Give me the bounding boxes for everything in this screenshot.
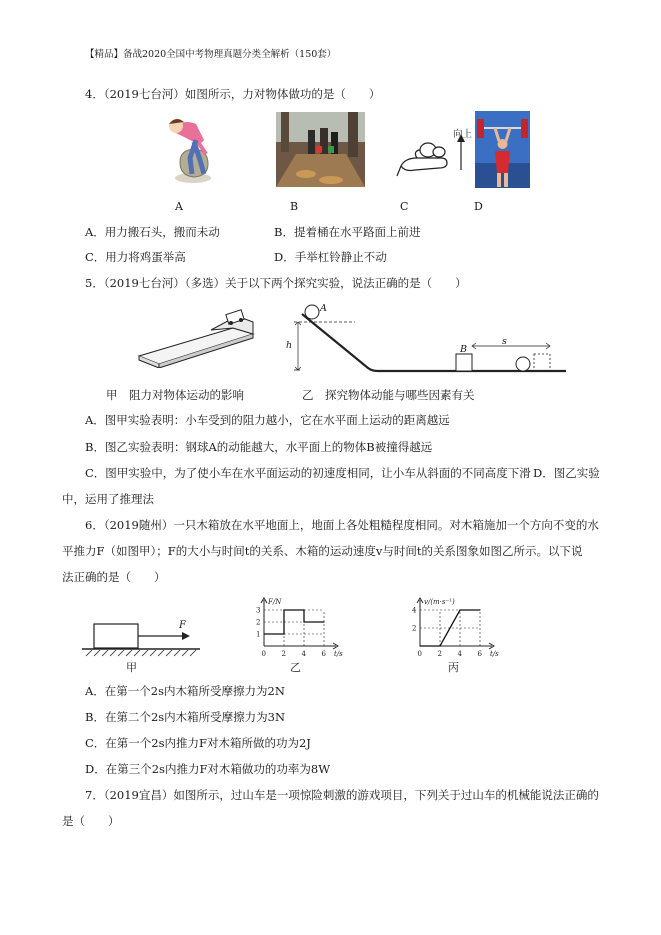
chart-yi-point-3 — [303, 609, 304, 610]
chart-bing-xtick-label-0: 0 — [417, 650, 422, 658]
chart-bing-point-2 — [459, 609, 460, 610]
q4-option-c: C．用力将鸡蛋举高 — [85, 250, 186, 264]
q5-figure-yi-label-s: s — [502, 336, 507, 347]
chart-bing-ytick-label-2: 2 — [412, 624, 417, 633]
chart-yi-ytick-label-3: 3 — [256, 606, 261, 615]
chart-yi-point-5 — [323, 621, 324, 622]
chart-yi-point-4 — [303, 621, 304, 622]
q6-figure-jia-caption: 甲 — [126, 661, 137, 674]
q6-option-b: B．在第二个2s内木箱所受摩擦力为3N — [85, 710, 286, 724]
page-header: 【精品】备战2020全国中考物理真题分类全解析（150套） — [85, 49, 337, 60]
q4-figure-c-label: C — [400, 200, 409, 213]
q4-figure-b — [276, 112, 365, 187]
chart-yi-xtick-label-0: 0 — [261, 650, 266, 658]
chart-yi-xlabel: t/s — [334, 650, 343, 658]
q6-figure-yi-caption: 乙 — [290, 661, 301, 674]
q6-stem-line3: 法正确的是（ ） — [62, 570, 166, 584]
chart-yi-point-2 — [283, 609, 284, 610]
q6-stem-line1: 6．（2019随州）一只木箱放在水平地面上，地面上各处粗糙程度相同。对木箱施加一个方向不变的水 — [85, 518, 599, 532]
q4-figure-a-label: A — [175, 200, 183, 213]
chart-yi-xtick-label-4: 4 — [301, 650, 306, 658]
chart-yi-xtick-label-6: 6 — [321, 650, 326, 658]
q5-option-a: A．图甲实验表明：小车受到的阻力越小，它在水平面上运动的距离越远 — [85, 413, 450, 427]
chart-bing-xtick-label-2: 2 — [437, 650, 442, 658]
q4-figure-c — [395, 130, 477, 178]
chart-yi-point-0 — [263, 633, 264, 634]
q4-option-b: B．提着桶在水平路面上前进 — [274, 225, 421, 239]
q5-figure-yi — [280, 298, 570, 378]
q5-figure-yi-label-a: A — [320, 303, 327, 314]
chart-bing-xtick-label-6: 6 — [477, 650, 482, 658]
q6-figure-bing-caption: 丙 — [448, 661, 459, 674]
q5-option-cd-continuation: 中，运用了推理法 — [62, 492, 154, 506]
q4-option-d: D．手举杠铃静止不动 — [274, 250, 387, 264]
q6-option-c: C．在第一个2s内推力F对木箱所做的功为2J — [85, 736, 311, 750]
q5-figure-yi-label-h: h — [286, 340, 293, 351]
q5-figure-yi-caption: 乙 探究物体动能与哪些因素有关 — [302, 388, 475, 402]
chart-bing-point-3 — [479, 609, 480, 610]
chart-bing-xlabel: t/s — [490, 650, 499, 658]
chart-bing-ytick-label-4: 4 — [412, 606, 417, 615]
q6-stem-line2: 平推力F（如图甲）；F的大小与时间t的关系、木箱的运动速度v与时间t的关系图象如图乙所示。以下说 — [62, 544, 583, 558]
q7-stem-line1: 7．（2019宜昌）如图所示，过山车是一项惊险刺激的游戏项目，下列关于过山车的机械能说法正确的 — [85, 788, 599, 802]
q5-option-b: B．图乙实验表明：钢球A的动能越大，水平面上的物体B被撞得越远 — [85, 440, 433, 454]
chart-bing-ylabel: v/(m·s⁻¹) — [424, 598, 455, 606]
q6-option-d: D．在第三个2s内推力F对木箱做功的功率为8W — [85, 762, 331, 776]
q4-option-a: A．用力搬石头，搬而未动 — [85, 225, 220, 239]
q5-figure-yi-label-b: B — [460, 344, 467, 355]
q4-figure-c-arrow-label: 向上 — [453, 129, 473, 140]
q7-stem-line2: 是（ ） — [62, 814, 120, 828]
q5-option-c: C．图甲实验中，为了使小车在水平面运动的初速度相同，让小车从斜面的不同高度下滑 — [85, 466, 531, 480]
chart-bing-point-1 — [439, 645, 440, 646]
q5-option-d: D．图乙实验 — [533, 466, 600, 480]
q4-stem: 4．（2019七台河）如图所示，力对物体做功的是（ ） — [85, 87, 381, 101]
chart-bing-xtick-label-4: 4 — [457, 650, 462, 658]
q4-figure-d-label: D — [474, 200, 483, 213]
chart-yi-ytick-label-2: 2 — [256, 618, 261, 627]
q6-figure-jia — [82, 618, 200, 660]
q4-figure-b-label: B — [290, 200, 299, 213]
q4-figure-a — [160, 112, 232, 184]
chart-yi-xtick-label-2: 2 — [281, 650, 286, 658]
q6-figure-yi-chart — [248, 588, 348, 658]
chart-bing-point-0 — [419, 645, 420, 646]
q6-figure-bing-chart — [404, 588, 522, 658]
q4-figure-d — [475, 111, 530, 188]
chart-yi-ytick-label-1: 1 — [256, 630, 261, 639]
q5-stem: 5．（2019七台河）（多选）关于以下两个探究实验，说法正确的是（ ） — [85, 276, 467, 290]
q5-figure-jia — [133, 308, 258, 368]
q6-figure-jia-force-label: F — [179, 620, 186, 631]
chart-yi-point-1 — [283, 633, 284, 634]
q6-option-a: A．在第一个2s内木箱所受摩擦力为2N — [85, 684, 285, 698]
q5-figure-jia-caption: 甲 阻力对物体运动的影响 — [106, 388, 244, 402]
chart-yi-ylabel: F/N — [268, 598, 282, 606]
